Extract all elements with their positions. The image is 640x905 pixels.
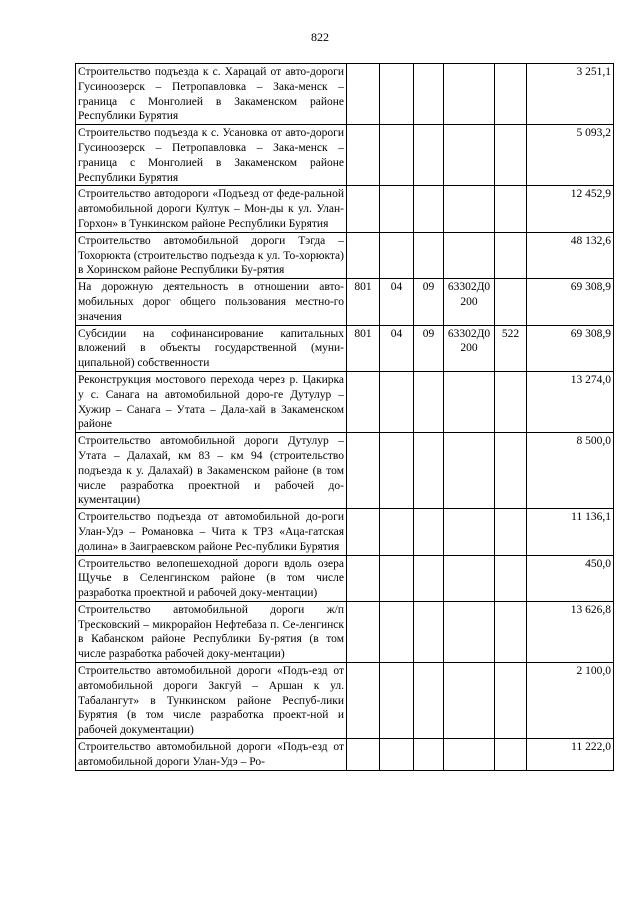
row-section-code-cell	[380, 555, 414, 601]
table-row	[76, 186, 614, 232]
table-row	[76, 433, 614, 509]
row-expense-type-cell	[495, 64, 527, 125]
row-expense-type-cell	[495, 279, 527, 325]
budget-table-body	[76, 64, 614, 771]
row-ministry-code-cell	[347, 739, 380, 771]
row-name-cell: Строительство автомобильной дороги Дутулур – Утата – Далахай, км 83 – км 94 (строительство подъезда к у. Далахай) в Закаменском районе (в том числе разработка проектной и рабочей до-кументации)	[76, 433, 347, 509]
page-number: 822	[311, 30, 329, 44]
row-section-code-cell: 04	[380, 325, 414, 371]
row-amount-cell: 11 136,1	[527, 509, 614, 555]
row-subsection-code-cell: 09	[414, 279, 444, 325]
row-subsection-code-cell	[414, 601, 444, 662]
row-target-article-cell	[444, 555, 495, 601]
row-amount-cell: 3 251,1	[527, 64, 614, 125]
row-subsection-code-cell	[414, 739, 444, 771]
row-ministry-code-cell: 801	[347, 279, 380, 325]
row-name-cell: Реконструкция мостового перехода через р. Цакирка у с. Санага на автомобильной доро-ге Дутулур – Хужир – Санага – Утата – Далa-хай в Закаменском районе	[76, 371, 347, 432]
row-subsection-code-cell	[414, 433, 444, 509]
row-amount-cell: 13 626,8	[527, 601, 614, 662]
row-amount-cell: 5 093,2	[527, 125, 614, 186]
row-ministry-code-cell	[347, 433, 380, 509]
row-section-code-cell	[380, 64, 414, 125]
row-amount-cell: 8 500,0	[527, 433, 614, 509]
row-ministry-code-cell	[347, 186, 380, 232]
row-subsection-code-cell	[414, 125, 444, 186]
row-expense-type-cell	[495, 555, 527, 601]
row-ministry-code-cell	[347, 125, 380, 186]
row-subsection-code-cell	[414, 232, 444, 278]
row-target-article-cell: 63302Д0 200	[444, 279, 495, 325]
row-subsection-code-cell: 09	[414, 325, 444, 371]
row-expense-type-cell	[495, 186, 527, 232]
row-target-article-cell	[444, 125, 495, 186]
row-ministry-code-cell	[347, 371, 380, 432]
row-expense-type-cell	[495, 125, 527, 186]
row-name-cell: Строительство подъезда к с. Усановка от авто-дороги Гусиноозерск – Петропавловка – Зака-менск – граница с Монголией в Закаменском районе Республики Бурятия	[76, 125, 347, 186]
row-amount-cell: 69 308,9	[527, 279, 614, 325]
table-row	[76, 125, 614, 186]
row-expense-type-cell	[495, 371, 527, 432]
row-ministry-code-cell	[347, 663, 380, 739]
row-name-cell: Строительство велопешеходной дороги вдоль озера Щучье в Селенгинском районе (в том числе разработка проектной и рабочей доку-ментации)	[76, 555, 347, 601]
row-subsection-code-cell	[414, 663, 444, 739]
row-expense-type-cell	[495, 663, 527, 739]
row-ministry-code-cell: 801	[347, 325, 380, 371]
row-amount-cell: 13 274,0	[527, 371, 614, 432]
row-name-cell: Строительство автомобильной дороги «Подъ-езд от автомобильной дороги Улан-Удэ – Ро-	[76, 739, 347, 771]
row-section-code-cell	[380, 371, 414, 432]
table-row	[76, 739, 614, 771]
row-target-article-cell	[444, 371, 495, 432]
row-ministry-code-cell	[347, 555, 380, 601]
row-amount-cell: 2 100,0	[527, 663, 614, 739]
table-row	[76, 555, 614, 601]
budget-table	[75, 63, 614, 771]
row-name-cell: Строительство автомобильной дороги Тэгда – Тохорюкта (строительство подъезда к ул. То-хорюкта) в Хоринском районе Республики Бу-рятия	[76, 232, 347, 278]
row-target-article-cell	[444, 739, 495, 771]
row-subsection-code-cell	[414, 64, 444, 125]
row-subsection-code-cell	[414, 371, 444, 432]
row-section-code-cell: 04	[380, 279, 414, 325]
row-amount-cell: 69 308,9	[527, 325, 614, 371]
row-name-cell: Строительство подъезда от автомобильной до-роги Улан-Удэ – Романовка – Чита к ТРЗ «Аца-гатская долина» в Заиграевском районе Рес-публики Бурятия	[76, 509, 347, 555]
row-subsection-code-cell	[414, 555, 444, 601]
row-expense-type-cell: 522	[495, 325, 527, 371]
row-target-article-cell	[444, 663, 495, 739]
table-row	[76, 325, 614, 371]
row-amount-cell: 12 452,9	[527, 186, 614, 232]
row-target-article-cell: 63302Д0 200	[444, 325, 495, 371]
row-section-code-cell	[380, 739, 414, 771]
row-amount-cell: 11 222,0	[527, 739, 614, 771]
row-subsection-code-cell	[414, 186, 444, 232]
row-ministry-code-cell	[347, 601, 380, 662]
row-expense-type-cell	[495, 433, 527, 509]
row-ministry-code-cell	[347, 232, 380, 278]
row-target-article-cell	[444, 186, 495, 232]
table-row	[76, 663, 614, 739]
row-name-cell: Строительство автодороги «Подъезд от феде-ральной автомобильной дороги Култук – Мон-ды к ул. Улан-Горхон» в Тункинском районе Республики Бурятия	[76, 186, 347, 232]
row-amount-cell: 450,0	[527, 555, 614, 601]
row-section-code-cell	[380, 186, 414, 232]
row-section-code-cell	[380, 232, 414, 278]
row-name-cell: Строительство подъезда к с. Харацай от авто-дороги Гусиноозерск – Петропавловка – Зака-менск – граница с Монголией в Закаменском районе Республики Бурятия	[76, 64, 347, 125]
row-name-cell: Строительство автомобильной дороги ж/п Тресковский – микрорайон Нефтебаза п. Се-ленгинск в Кабанском районе Республики Бу-рятия (в том числе разработка рабочей доку-ментации)	[76, 601, 347, 662]
row-section-code-cell	[380, 125, 414, 186]
row-name-cell: На дорожную деятельность в отношении авто-мобильных дорог общего пользования местно-го значения	[76, 279, 347, 325]
table-row	[76, 509, 614, 555]
row-expense-type-cell	[495, 601, 527, 662]
row-target-article-cell	[444, 232, 495, 278]
table-row	[76, 232, 614, 278]
row-expense-type-cell	[495, 739, 527, 771]
table-row	[76, 64, 614, 125]
row-name-cell: Строительство автомобильной дороги «Подъ-езд от автомобильной дороги Закгуй – Аршан к ул. Табалангут» в Тункинском районе Респуб-лики Бурятия (в том числе разработка проект-ной и рабочей документации)	[76, 663, 347, 739]
row-ministry-code-cell	[347, 64, 380, 125]
row-ministry-code-cell	[347, 509, 380, 555]
row-target-article-cell	[444, 509, 495, 555]
table-row	[76, 371, 614, 432]
row-expense-type-cell	[495, 509, 527, 555]
row-target-article-cell	[444, 433, 495, 509]
table-row	[76, 279, 614, 325]
row-target-article-cell	[444, 64, 495, 125]
row-section-code-cell	[380, 433, 414, 509]
row-expense-type-cell	[495, 232, 527, 278]
row-target-article-cell	[444, 601, 495, 662]
row-section-code-cell	[380, 509, 414, 555]
row-amount-cell: 48 132,6	[527, 232, 614, 278]
row-section-code-cell	[380, 663, 414, 739]
row-subsection-code-cell	[414, 509, 444, 555]
table-row	[76, 601, 614, 662]
row-name-cell: Субсидии на софинансирование капитальных вложений в объекты государственной (муни-ципальной) собственности	[76, 325, 347, 371]
row-section-code-cell	[380, 601, 414, 662]
